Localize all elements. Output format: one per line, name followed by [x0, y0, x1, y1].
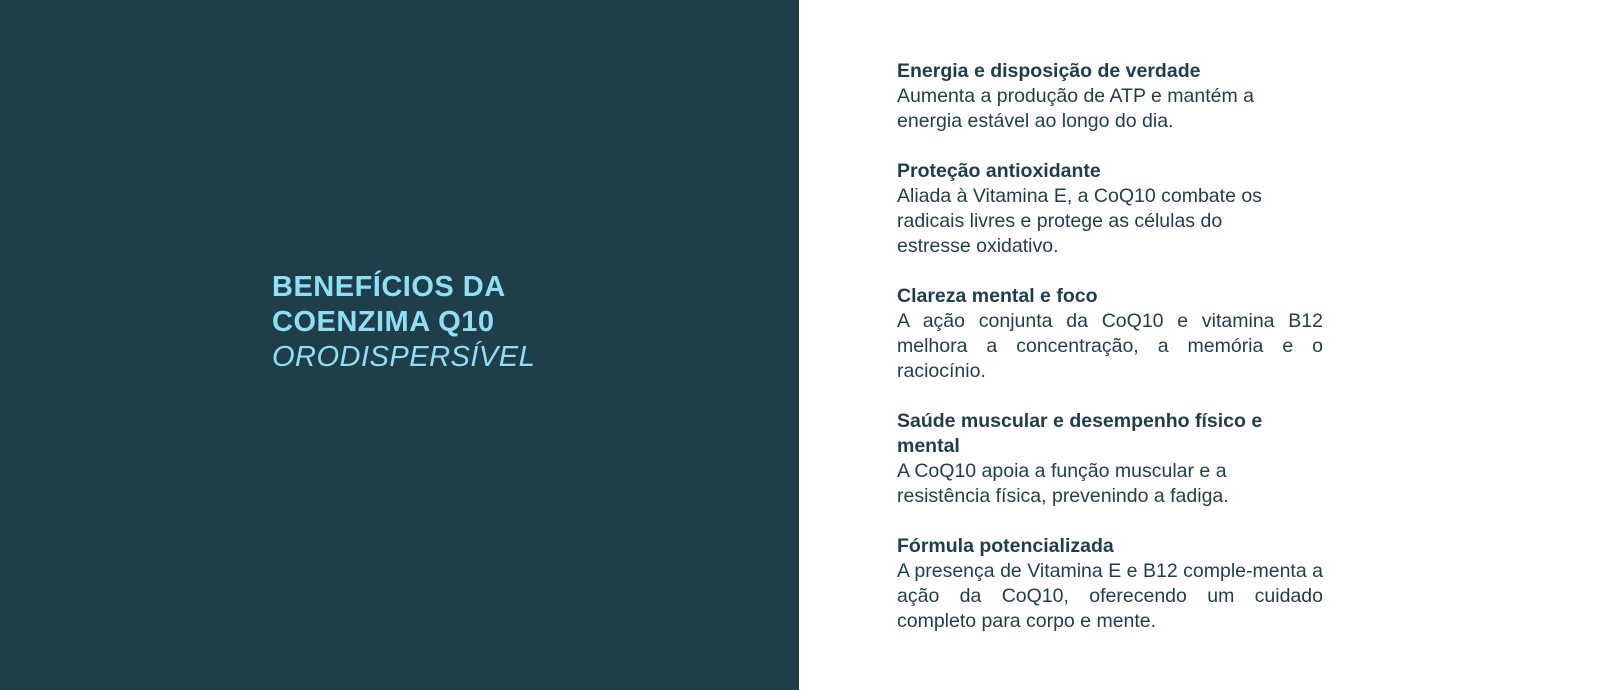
benefit-item: [897, 284, 1323, 384]
title-line-3: ORODISPERSÍVEL: [272, 341, 536, 373]
benefit-item: [897, 159, 1289, 259]
benefits-list: [897, 59, 1323, 659]
title-line-2: COENZIMA Q10: [272, 306, 495, 338]
title-line-1: BENEFÍCIOS DA: [272, 271, 506, 303]
page-title: [272, 270, 535, 375]
benefit-item: [897, 534, 1323, 634]
benefit-item: [897, 409, 1295, 509]
benefit-text: Aumenta a produção de ATP e mantém a energia estável ao longo do dia.: [897, 85, 1254, 132]
benefit-title: Clareza mental e foco: [897, 285, 1098, 307]
benefit-title: Energia e disposição de verdade: [897, 60, 1201, 82]
benefit-item: [897, 59, 1302, 134]
benefit-title: Saúde muscular e desempenho físico e mental: [897, 410, 1263, 457]
benefit-title: Fórmula potencializada: [897, 535, 1114, 557]
right-panel: [799, 0, 1600, 690]
benefit-text: Aliada à Vitamina E, a CoQ10 combate os radicais livres e protege as células do estresse oxidativo.: [897, 185, 1262, 257]
benefit-text: A presença de Vitamina E e B12 comple-menta a ação da CoQ10, oferecendo um cuidado completo para corpo e mente.: [897, 560, 1323, 632]
benefit-text: A ação conjunta da CoQ10 e vitamina B12 melhora a concentração, a memória e o raciocínio.: [897, 310, 1323, 382]
benefit-title: Proteção antioxidante: [897, 160, 1101, 182]
benefit-text: A CoQ10 apoia a função muscular e a resistência física, prevenindo a fadiga.: [897, 460, 1229, 507]
left-panel: [0, 0, 799, 690]
